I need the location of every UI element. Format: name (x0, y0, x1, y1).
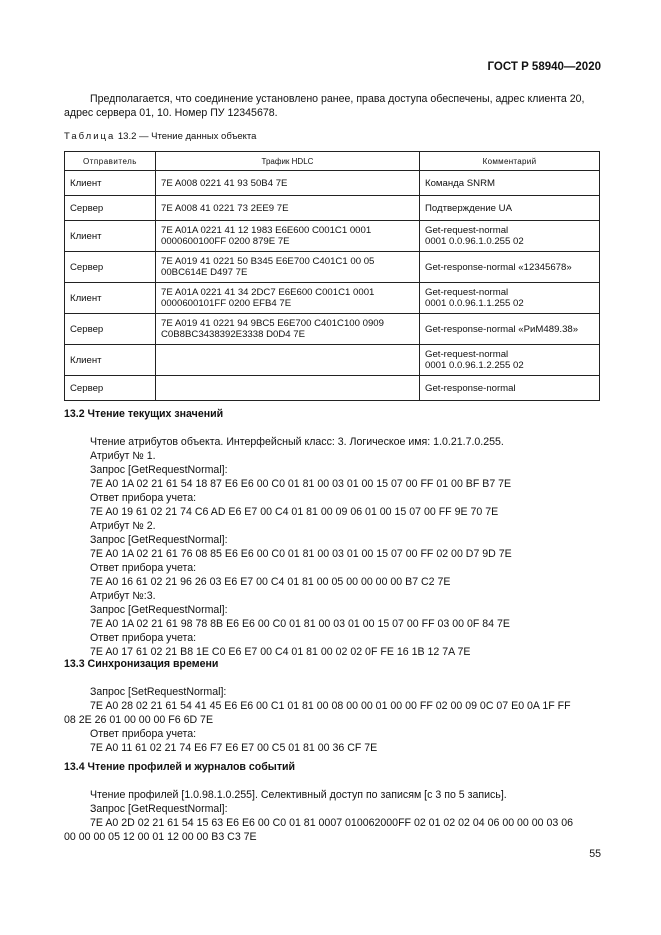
text-line: Чтение профилей [1.0.98.1.0.255]. Селективный доступ по записям [с 3 по 5 запись]. (90, 789, 507, 801)
text-line: 7E A0 11 61 02 21 74 E6 F7 E6 E7 00 C5 01 81 00 36 CF 7E (90, 742, 378, 754)
cell-comment: Get-response-normal «РиМ489.38» (420, 314, 600, 345)
text-line: Запрос [SetRequestNormal]: (90, 686, 227, 698)
cell-sender: Клиент (65, 221, 156, 252)
table-row (65, 345, 600, 376)
cell-traffic: 7E A008 0221 41 93 50B4 7E (156, 171, 420, 196)
table-caption (64, 131, 256, 142)
text-line: Ответ прибора учета: (90, 492, 197, 504)
cell-comment: Get-response-normal «12345678» (420, 252, 600, 283)
table-header-row (65, 152, 600, 171)
section-13-2-title: 13.2 Чтение текущих значений (64, 408, 224, 420)
cell-traffic: 7E A01A 0221 41 34 2DC7 E6E600 C001C1 0001 0000600101FF 0200 EFB4 7E (156, 283, 420, 314)
section-13-3 (64, 657, 604, 755)
section-13-2 (64, 407, 604, 659)
cell-comment: Get-response-normal (420, 376, 600, 401)
cell-sender: Сервер (65, 252, 156, 283)
cell-traffic (156, 376, 420, 401)
cell-comment: Подтверждение UA (420, 196, 600, 221)
text-line: Запрос [GetRequestNormal]: (90, 534, 228, 546)
table-row (65, 171, 600, 196)
text-line: Атрибут № 1. (90, 450, 156, 462)
section-13-3-body (64, 685, 604, 755)
cell-sender: Сервер (65, 196, 156, 221)
section-13-3-title: 13.3 Синхронизация времени (64, 658, 219, 670)
header-sender: Отправитель (65, 152, 156, 171)
cell-traffic: 7E A019 41 0221 94 9BC5 E6E700 C401C100 0909 C0B8BC3438392E3338 D0D4 7E (156, 314, 420, 345)
text-line: 08 2E 26 01 00 00 00 F6 6D 7E (64, 714, 214, 726)
table-body (65, 171, 600, 401)
text-line: Чтение атрибутов объекта. Интерфейсный класс: 3. Логическое имя: 1.0.21.7.0.255. (90, 436, 504, 448)
cell-sender: Клиент (65, 171, 156, 196)
table-row (65, 252, 600, 283)
text-line: 7E A0 28 02 21 61 54 41 45 E6 E6 00 C1 01 81 00 08 00 00 01 00 00 FF 02 00 09 0C 07 E0 0A 1F FF (90, 700, 571, 712)
text-line: Атрибут № 2. (90, 520, 156, 532)
cell-traffic: 7E A008 41 0221 73 2EE9 7E (156, 196, 420, 221)
text-line: 7E A0 17 61 02 21 B8 1E C0 E6 E7 00 C4 01 81 00 02 02 0F FE 16 1B 12 7A 7E (90, 646, 471, 658)
table-row (65, 314, 600, 345)
cell-sender: Сервер (65, 314, 156, 345)
intro-line-2: адрес сервера 01, 10. Номер ПУ 12345678. (64, 107, 278, 119)
cell-traffic (156, 345, 420, 376)
text-line: 7E A0 19 61 02 21 74 C6 AD E6 E7 00 C4 01 81 00 09 06 01 00 15 07 00 FF 9E 70 7E (90, 506, 499, 518)
section-13-4 (64, 760, 604, 844)
intro-line-1: Предполагается, что соединение установлено ранее, права доступа обеспечены, адрес клиента 20, (90, 93, 585, 105)
table-row (65, 221, 600, 252)
text-line: 7E A0 16 61 02 21 96 26 03 E6 E7 00 C4 01 81 00 05 00 00 00 00 B7 C2 7E (90, 576, 451, 588)
cell-comment: Команда SNRM (420, 171, 600, 196)
cell-traffic: 7E A019 41 0221 50 B345 E6E700 C401C1 00 05 00BC614E D497 7E (156, 252, 420, 283)
cell-traffic: 7E A01A 0221 41 12 1983 E6E600 C001C1 0001 0000600100FF 0200 879E 7E (156, 221, 420, 252)
standard-header: ГОСТ Р 58940—2020 (487, 61, 601, 73)
section-13-2-body (64, 435, 604, 659)
text-line: 7E A0 1A 02 21 61 98 78 8B E6 E6 00 C0 01 81 00 03 01 00 15 07 00 FF 03 00 0F 84 7E (90, 618, 510, 630)
text-line: 00 00 00 05 12 00 01 12 00 00 B3 C3 7E (64, 831, 257, 843)
table-caption-text: 13.2 — Чтение данных объекта (117, 131, 257, 142)
header-traffic: Трафик HDLC (156, 152, 420, 171)
table-row (65, 283, 600, 314)
text-line: Ответ прибора учета: (90, 562, 197, 574)
text-line: Ответ прибора учета: (90, 728, 197, 740)
text-line: Ответ прибора учета: (90, 632, 197, 644)
section-13-4-body (64, 788, 604, 844)
intro-paragraph (64, 92, 602, 120)
section-13-4-title: 13.4 Чтение профилей и журналов событий (64, 761, 296, 773)
text-line: Запрос [GetRequestNormal]: (90, 464, 228, 476)
cell-comment: Get-request-normal 0001 0.0.96.1.2.255 02 (420, 345, 600, 376)
text-line: Атрибут №:3. (90, 590, 156, 602)
hdlc-table (64, 151, 600, 401)
page-number: 55 (589, 848, 601, 860)
header-comment: Комментарий (420, 152, 600, 171)
text-line: 7E A0 1A 02 21 61 76 08 85 E6 E6 00 C0 01 81 00 03 01 00 15 07 00 FF 02 00 D7 9D 7E (90, 548, 512, 560)
cell-comment: Get-request-normal 0001 0.0.96.1.0.255 02 (420, 221, 600, 252)
table-row (65, 196, 600, 221)
table-caption-prefix: Таблица (64, 131, 116, 142)
cell-comment: Get-request-normal 0001 0.0.96.1.1.255 02 (420, 283, 600, 314)
text-line: Запрос [GetRequestNormal]: (90, 803, 228, 815)
cell-sender: Сервер (65, 376, 156, 401)
cell-sender: Клиент (65, 345, 156, 376)
text-line: 7E A0 1A 02 21 61 54 18 87 E6 E6 00 C0 01 81 00 03 01 00 15 07 00 FF 01 00 BF B7 7E (90, 478, 512, 490)
text-line: 7E A0 2D 02 21 61 54 15 63 E6 E6 00 C0 01 81 0007 010062000FF 02 01 02 02 04 06 00 00 00 03 06 (90, 817, 574, 829)
table-row (65, 376, 600, 401)
cell-sender: Клиент (65, 283, 156, 314)
text-line: Запрос [GetRequestNormal]: (90, 604, 228, 616)
